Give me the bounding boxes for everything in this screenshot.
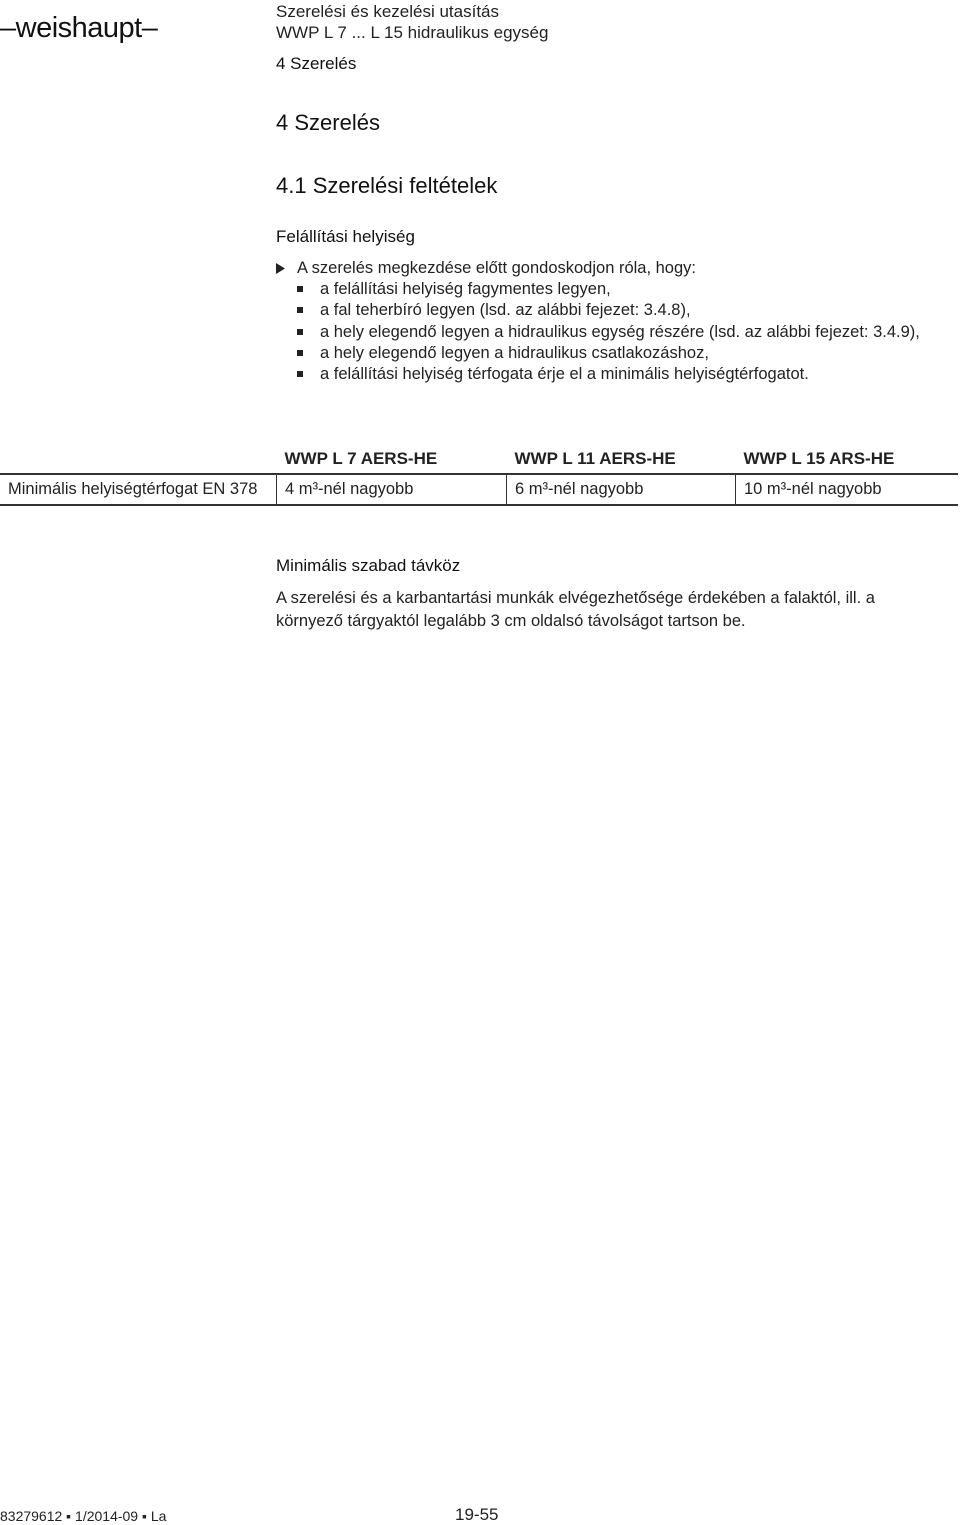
list-item: a hely elegendő legyen a hidraulikus egység részére (lsd. az alábbi fejezet: 3.4.9), <box>297 322 937 343</box>
intro-text: A szerelés megkezdése előtt gondoskodjon róla, hogy: <box>297 259 696 277</box>
bullet-icon <box>297 307 303 313</box>
requirements-list <box>297 279 937 385</box>
list-item: a felállítási helyiség fagymentes legyen, <box>297 279 937 300</box>
table-header-empty <box>0 445 277 474</box>
table-cell: 6 m³-nél nagyobb <box>507 474 736 505</box>
chapter-title: 4 Szerelés <box>276 110 380 135</box>
weishaupt-logo: –weishaupt– <box>0 12 158 44</box>
document-number: 83279612 ▪ 1/2014-09 ▪ La <box>0 1508 167 1524</box>
table-header-wwp-l11: WWP L 11 AERS-HE <box>507 445 736 474</box>
bullet-icon <box>297 371 303 377</box>
list-item: a felállítási helyiség térfogata érje el a minimális helyiségtérfogatot. <box>297 364 937 385</box>
list-item: a hely elegendő legyen a hidraulikus csatlakozáshoz, <box>297 343 937 364</box>
header-title-line2: WWP L 7 ... L 15 hidraulikus egység <box>276 23 549 42</box>
clearance-paragraph: A szerelési és a karbantartási munkák elvégezhetősége érdekében a falaktól, ill. a környező tárgyaktól legalább 3 cm oldalsó távolságot tartson be. <box>276 589 875 630</box>
table-row <box>0 474 958 505</box>
table-cell: 10 m³-nél nagyobb <box>736 474 959 505</box>
running-section-title: 4 Szerelés <box>276 54 357 73</box>
table-cell-label: Minimális helyiségtérfogat EN 378 <box>0 474 277 505</box>
page-number: 19-55 <box>455 1505 499 1524</box>
table-cell: 4 m³-nél nagyobb <box>277 474 507 505</box>
min-room-volume-table <box>0 445 958 506</box>
bullet-icon <box>297 286 303 292</box>
table-header-row <box>0 445 958 474</box>
table-header-wwp-l7: WWP L 7 AERS-HE <box>277 445 507 474</box>
subsection-clearance-title: Minimális szabad távköz <box>276 556 461 575</box>
section-title: 4.1 Szerelési feltételek <box>276 173 498 198</box>
bullet-icon <box>297 329 303 335</box>
table-header-wwp-l15: WWP L 15 ARS-HE <box>736 445 959 474</box>
intro-instruction <box>276 258 936 279</box>
logo-text: weishaupt <box>15 12 142 44</box>
document-header <box>276 1 548 43</box>
bullet-icon <box>297 350 303 356</box>
list-item: a fal teherbíró legyen (lsd. az alábbi fejezet: 3.4.8), <box>297 300 937 321</box>
subsection-room-title: Felállítási helyiség <box>276 227 415 246</box>
instruction-arrow-icon <box>276 263 285 274</box>
header-title-line1: Szerelési és kezelési utasítás <box>276 2 499 21</box>
